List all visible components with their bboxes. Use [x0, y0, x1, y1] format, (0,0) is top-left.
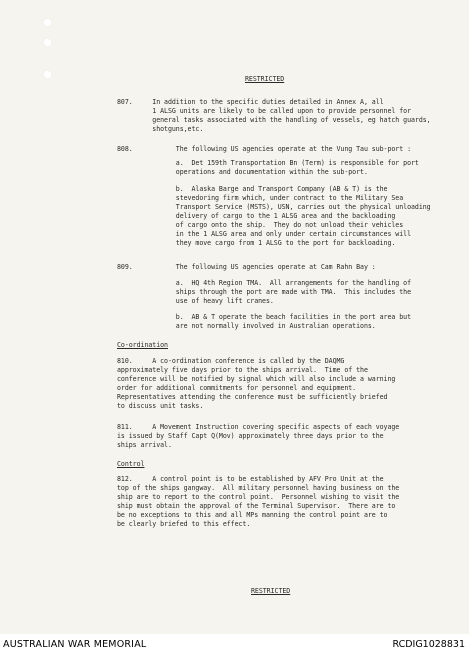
text-line: a. HQ 4th Region TMA. All arrangements for the handling of	[117, 279, 411, 287]
text-line: 807. In addition to the specific duties detailed in Annex A, all	[117, 98, 384, 106]
text-line: operations and documentation within the sub-port.	[117, 168, 368, 176]
text-line: ships through the port are made with TMA. This includes the	[117, 288, 411, 296]
classification-footer: RESTRICTED	[251, 587, 291, 595]
text-line: 1 ALSG units are likely to be called upon to provide personnel for	[117, 107, 411, 115]
punch-hole	[43, 38, 52, 47]
classification-header: RESTRICTED	[245, 75, 285, 83]
text-line: of cargo onto the ship. They do not unload their vehicles	[117, 221, 404, 229]
text-line: are not normally involved in Australian operations.	[117, 322, 376, 330]
text-line: b. Alaska Barge and Transport Company (AB & T) is the	[117, 185, 388, 193]
text-line: stevedoring firm which, under contract to the Military Sea	[117, 194, 404, 202]
text-line: 811. A Movement Instruction covering specific aspects of each voyage	[117, 423, 400, 431]
text-line: conference will be notified by signal which will also include a warning	[117, 375, 396, 383]
text-line: to discuss unit tasks.	[117, 402, 204, 410]
record-id: RCDIG1028831	[392, 639, 465, 650]
section-heading: Control	[117, 460, 145, 468]
text-line: top of the ships gangway. All military personnel having business on the	[117, 484, 400, 492]
text-line: approximately five days prior to the ships arrival. Time of the	[117, 366, 368, 374]
punch-hole	[43, 70, 52, 79]
text-line: 812. A control point is to be established by AFV Pro Unit at the	[117, 475, 384, 483]
text-line: Transport Service (MSTS), USN, carries out the physical unloading	[117, 203, 431, 211]
text-line: b. AB & T operate the beach facilities in the port area but	[117, 313, 411, 321]
text-line: ship are to report to the control point. Personnel wishing to visit the	[117, 493, 400, 501]
text-line: be no exceptions to this and all MPs manning the control point are to	[117, 511, 388, 519]
text-line: Representatives attending the conference must be sufficiently briefed	[117, 393, 388, 401]
archive-footer	[0, 634, 469, 654]
punch-hole	[43, 18, 52, 27]
text-line: 809. The following US agencies operate at Cam Rahn Bay :	[117, 263, 376, 271]
text-line: 810. A co-ordination conference is called by the DAQMG	[117, 357, 345, 365]
text-line: be clearly briefed to this effect.	[117, 520, 251, 528]
text-line: is issued by Staff Capt Q(Mov) approximately three days prior to the	[117, 432, 384, 440]
text-line: shotguns,etc.	[117, 125, 204, 133]
text-line: a. Det 159th Transportation Bn (Term) is responsible for port	[117, 159, 419, 167]
text-line: general tasks associated with the handling of vessels, eg hatch guards,	[117, 116, 431, 124]
text-line: ship must obtain the approval of the Terminal Supervisor. There are to	[117, 502, 396, 510]
text-line: use of heavy lift cranes.	[117, 297, 274, 305]
text-line: ships arrival.	[117, 441, 172, 449]
section-heading: Co-ordination	[117, 341, 168, 349]
text-line: order for additional commitments for personnel and equipment.	[117, 384, 357, 392]
text-line: in the 1 ALSG area and only under certain circumstances will	[117, 230, 411, 238]
text-line: 808. The following US agencies operate at the Vung Tau sub-port :	[117, 145, 411, 153]
text-line: they move cargo from 1 ALSG to the port for backloading.	[117, 239, 396, 247]
institution-name: AUSTRALIAN WAR MEMORIAL	[3, 639, 147, 650]
text-line: delivery of cargo to the 1 ALSG area and the backloading	[117, 212, 396, 220]
